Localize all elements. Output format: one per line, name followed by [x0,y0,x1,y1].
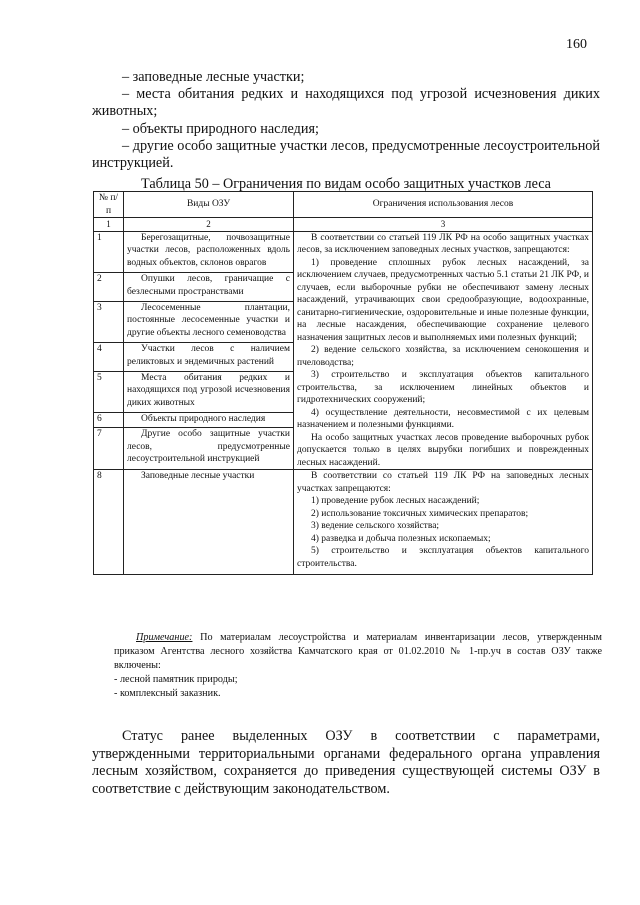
intro-list [92,69,600,172]
restriction-paragraph: 2) использование токсичных химических препаратов; [311,508,529,519]
table-row [94,470,593,575]
restriction-paragraph: 1) проведение сплошных рубок лесных насаждений, за исключением случаев, предусмотренных частью 5.1 статьи 21 ЛК РФ, и случаев, если выборочные рубки не обеспечивают замену лесных насаждений, утрачивающих свои средообразующие, водоохранные, санитарно-гигиенические, оздоровительные и иные полезные функции, на лесные насаждения, обеспечивающие сохранение целевого назначения защитных лесов и выполняемых ими полезных функций; [297,257,589,343]
restrictions-table [93,191,593,575]
restriction-paragraph: 1) проведение рубок лесных насаждений; [311,496,480,506]
table-row [94,231,593,273]
row-number: 4 [94,343,124,371]
note-item: - лесной памятник природы; [114,674,238,685]
column-number-row [94,218,593,232]
intro-item: – заповедные лесные участки; [122,69,305,85]
row-type: Объекты природного наследия [124,413,294,428]
restriction-paragraph: На особо защитных участках лесов проведение выборочных рубок допускается только в целях вырубки погибших и поврежденных лесных насаждений. [297,432,589,468]
row-type: Заповедные лесные участки [124,470,294,575]
restriction-paragraph: 2) ведение сельского хозяйства, за исключением сенокошения и пчеловодства; [297,345,589,368]
row-type: Лесосеменные плантации, постоянные лесосеменные участки и другие объекты лесного семеноводства [124,301,294,343]
restriction-paragraph: 4) разведка и добыча полезных ископаемых; [311,533,491,544]
intro-item: – места обитания редких и находящихся под угрозой исчезновения диких животных; [92,86,600,120]
table-header-row [94,192,593,218]
row-type: Участки лесов с наличием реликтовых и эндемичных растений [124,343,294,371]
row-number: 5 [94,371,124,413]
note-block [114,631,602,701]
page-number: 160 [566,37,587,52]
note-paragraph [114,631,602,673]
restrictions-cell [294,470,593,575]
note-text: По материалам лесоустройства и материалам инвентаризации лесов, утвержденным приказом Агентства лесного хозяйства Камчатского края от 01.02.2010 № 1-пр.уч в состав ОЗУ также включены: [114,632,602,671]
header-number: № п/п [94,192,124,218]
restriction-paragraph: 3) ведение сельского хозяйства; [311,521,440,531]
column-number: 1 [94,218,124,232]
restriction-paragraph: В соответствии со статьей 119 ЛК РФ на особо защитных участках лесов, за исключением заповедных лесных участков, запрещаются: [297,232,589,255]
restriction-paragraph: В соответствии со статьей 119 ЛК РФ на заповедных лесных участках запрещаются: [297,471,589,494]
restrictions-cell [294,231,593,470]
header-restrictions: Ограничения использования лесов [294,192,593,218]
column-number: 2 [124,218,294,232]
intro-item: – другие особо защитные участки лесов, предусмотренные лесоустроительной инструкцией. [92,137,600,172]
row-number: 2 [94,273,124,301]
final-paragraph-text: Статус ранее выделенных ОЗУ в соответствии с параметрами, утвержденными территориальными органами федерального органа управления лесным хозяйством, сохраняется до приведения существующей системы ОЗУ в соответствие с действующим законодательством. [92,728,600,797]
note-item: - комплексный заказник. [114,688,221,699]
header-types: Виды ОЗУ [124,192,294,218]
final-paragraph [92,728,600,798]
column-number: 3 [294,218,593,232]
table-caption: Таблица 50 – Ограничения по видам особо защитных участков леса [141,176,551,192]
row-type: Опушки лесов, граничащие с безлесными пространствами [124,273,294,301]
row-number: 1 [94,231,124,273]
row-number: 6 [94,413,124,428]
row-type: Другие особо защитные участки лесов, предусмотренные лесоустроительной инструкцией [124,428,294,470]
row-number: 3 [94,301,124,343]
intro-item: – объекты природного наследия; [122,120,319,137]
row-number: 7 [94,428,124,470]
note-label: Примечание: [136,632,193,643]
restriction-paragraph: 3) строительство и эксплуатация объектов капитального строительства, за исключением линейных объектов и гидротехнических сооружений; [297,370,589,405]
row-type: Берегозащитные, почвозащитные участки лесов, расположенных вдоль водных объектов, склонов оврагов [124,231,294,273]
restriction-paragraph: 4) осуществление деятельности, несовместимой с их целевым назначением и полезными функциями. [297,407,589,430]
row-number: 8 [94,470,124,575]
row-type: Места обитания редких и находящихся под угрозой исчезновения диких животных [124,371,294,413]
restriction-paragraph: 5) строительство и эксплуатация объектов капитального строительства. [297,546,589,569]
